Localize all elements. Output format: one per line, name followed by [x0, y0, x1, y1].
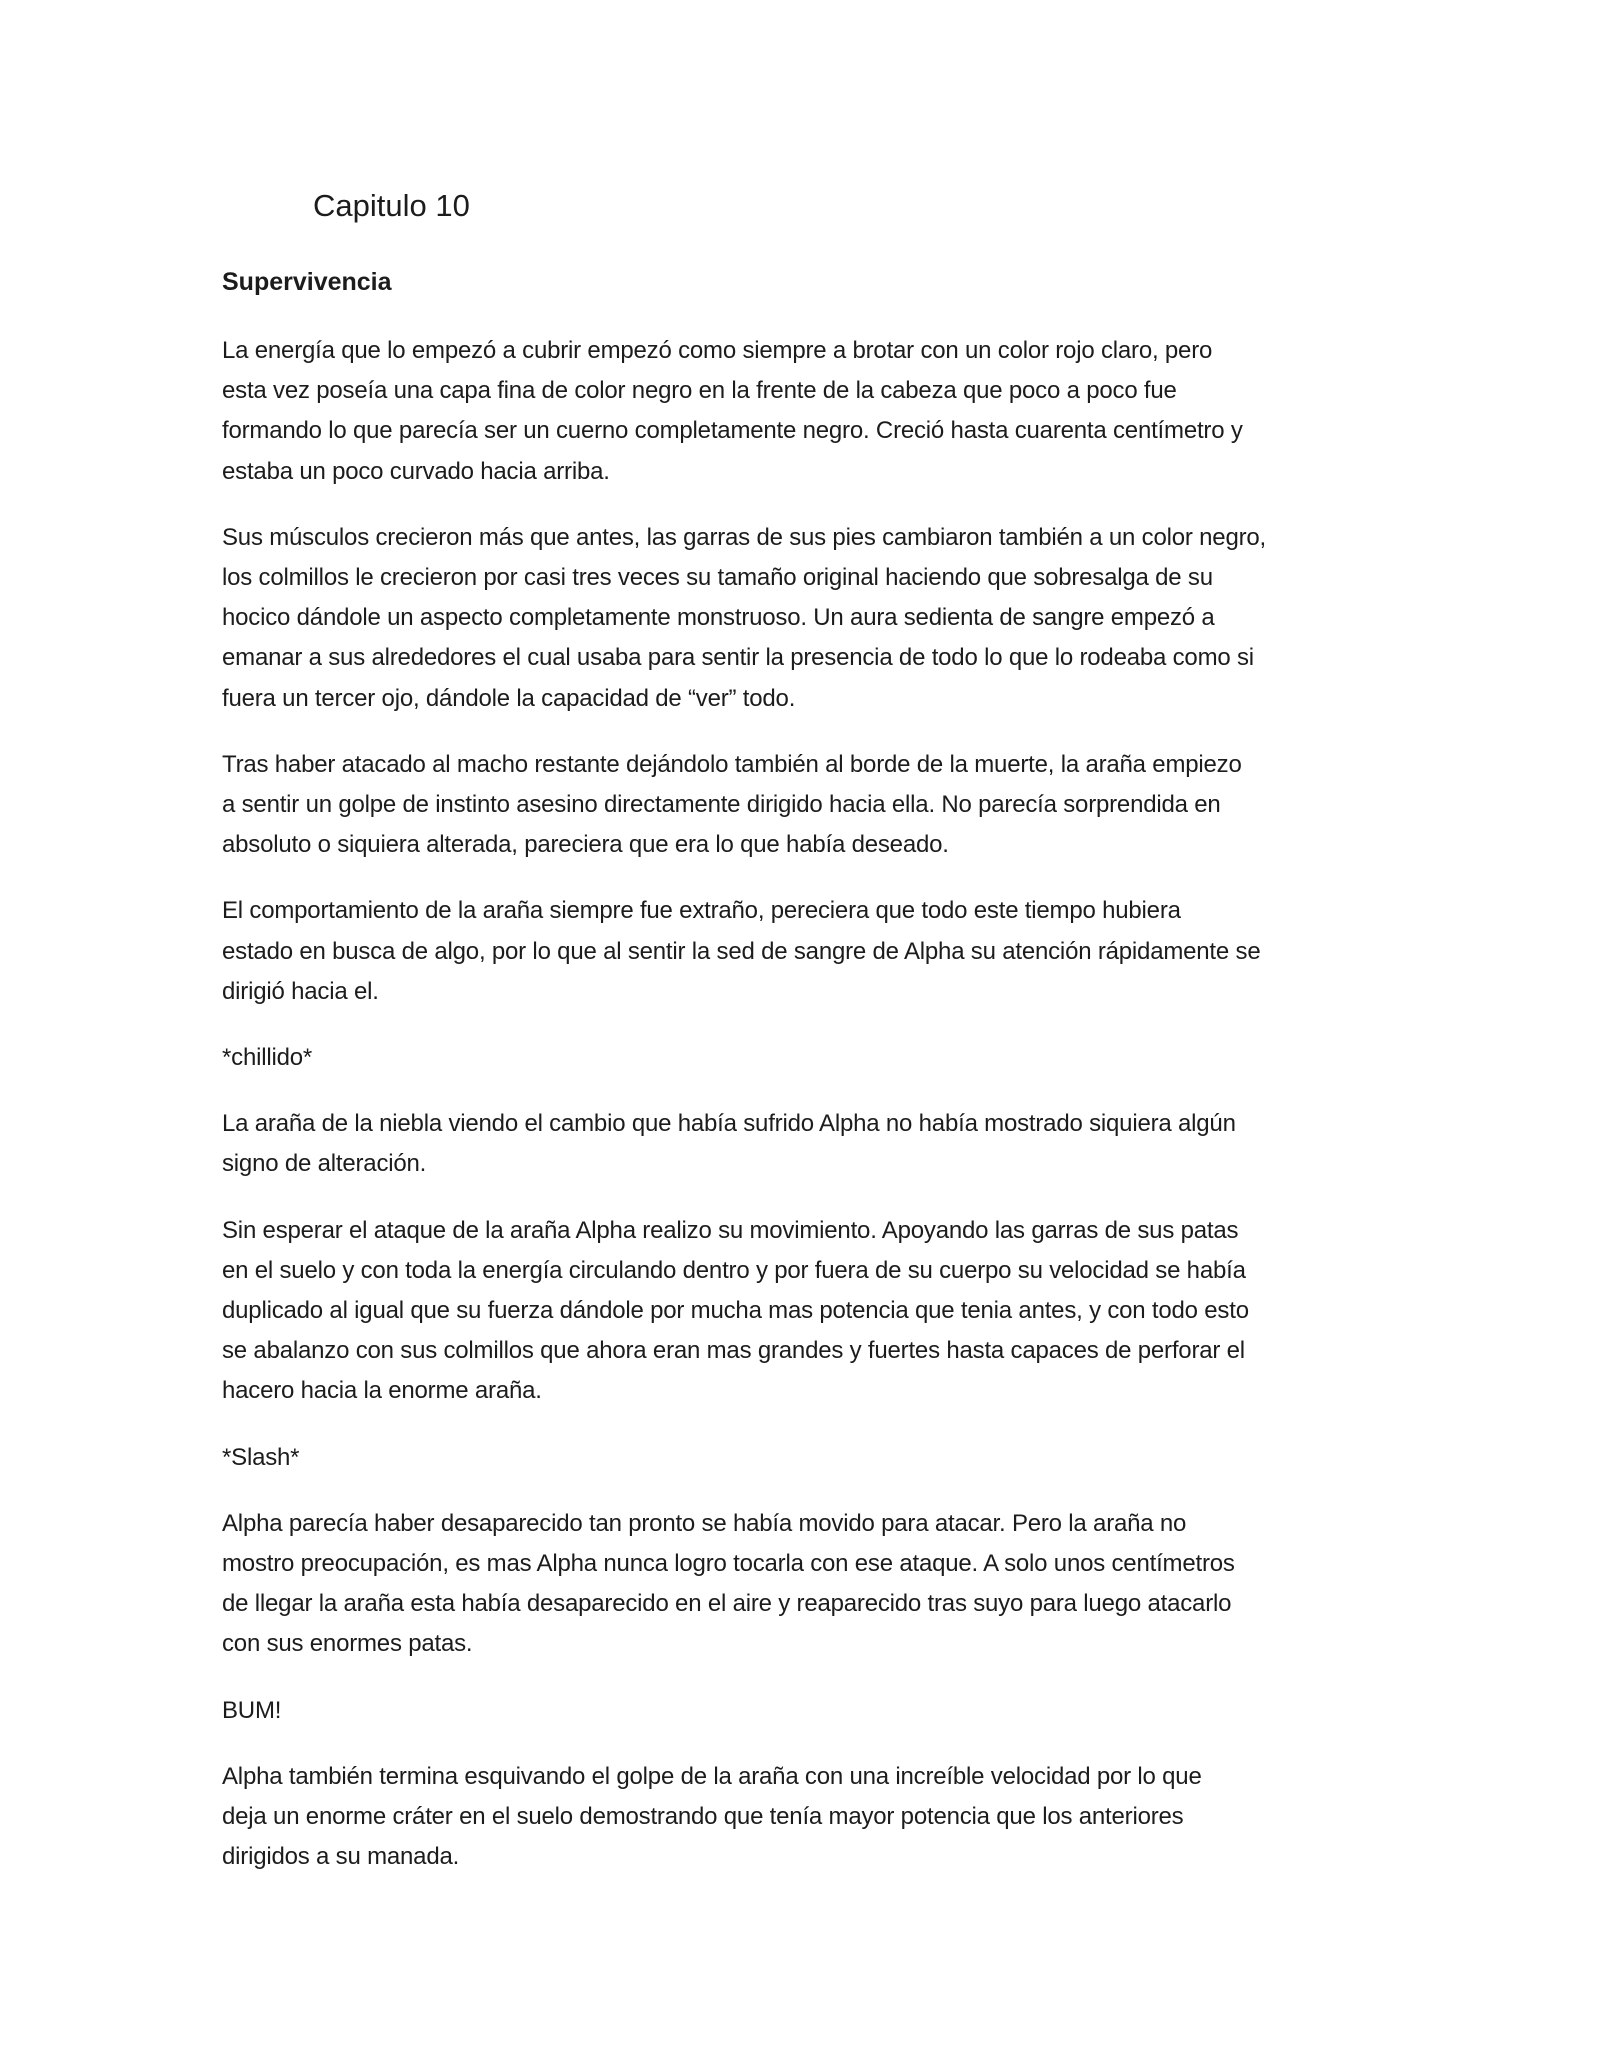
text-line: *chillido* [222, 1044, 313, 1072]
paragraph [222, 891, 1382, 1012]
text-line: Alpha parecía haber desaparecido tan pronto se había movido para atacar. Pero la araña no [222, 1509, 1187, 1537]
text-line: *Slash* [222, 1443, 300, 1471]
text-line: deja un enorme cráter en el suelo demostrando que tenía mayor potencia que los anteriores [222, 1803, 1184, 1831]
text-line: esta vez poseía una capa fina de color negro en la frente de la cabeza que poco a poco fue [222, 377, 1177, 405]
text-line: estaba un poco curvado hacia arriba. [222, 457, 610, 485]
paragraph [222, 1504, 1382, 1665]
text-line: signo de alteración. [222, 1150, 427, 1178]
paragraph [222, 518, 1382, 719]
text-line: Alpha también termina esquivando el golpe de la araña con una increíble velocidad por lo que [222, 1762, 1202, 1790]
text-line: BUM! [222, 1696, 282, 1724]
text-line: Sin esperar el ataque de la araña Alpha realizo su movimiento. Apoyando las garras de sus patas [222, 1216, 1239, 1244]
text-line: La energía que lo empezó a cubrir empezó como siempre a brotar con un color rojo claro, pero [222, 337, 1213, 364]
document-body [222, 331, 1382, 1904]
text-line: formando lo que parecía ser un cuerno completamente negro. Creció hasta cuarenta centímetro y [222, 417, 1243, 445]
text-line: absoluto o siquiera alterada, pareciera que era lo que había deseado. [222, 831, 949, 859]
paragraph [222, 745, 1382, 866]
paragraph [222, 1757, 1382, 1878]
paragraph [222, 331, 1382, 492]
text-line: hocico dándole un aspecto completamente monstruoso. Un aura sedienta de sangre empezó a [222, 604, 1215, 632]
text-line: emanar a sus alrededores el cual usaba para sentir la presencia de todo lo que lo rodeaba como si [222, 644, 1254, 672]
text-line: fuera un tercer ojo, dándole la capacidad de “ver” todo. [222, 684, 796, 712]
text-line: duplicado al igual que su fuerza dándole por mucha mas potencia que tenia antes, y con todo esto [222, 1297, 1249, 1325]
paragraph [222, 1691, 1382, 1731]
text-line: de llegar la araña esta había desaparecido en el aire y reaparecido tras suyo para luego atacarlo [222, 1590, 1232, 1618]
text-line: mostro preocupación, es mas Alpha nunca logro tocarla con ese ataque. A solo unos centímetros [222, 1550, 1235, 1578]
text-line: los colmillos le crecieron por casi tres veces su tamaño original haciendo que sobresalga de su [222, 564, 1213, 592]
text-line: con sus enormes patas. [222, 1630, 473, 1658]
chapter-title: Capitulo 10 [313, 188, 470, 223]
text-line: Tras haber atacado al macho restante dejándolo también al borde de la muerte, la araña empiezo [222, 750, 1242, 778]
paragraph [222, 1038, 1382, 1078]
paragraph [222, 1104, 1382, 1184]
text-line: a sentir un golpe de instinto asesino directamente dirigido hacia ella. No parecía sorprendida en [222, 791, 1221, 819]
text-line: estado en busca de algo, por lo que al sentir la sed de sangre de Alpha su atención rápidamente se [222, 937, 1261, 965]
paragraph [222, 1438, 1382, 1478]
text-line: El comportamiento de la araña siempre fue extraño, pereciera que todo este tiempo hubiera [222, 897, 1181, 925]
text-line: se abalanzo con sus colmillos que ahora eran mas grandes y fuertes hasta capaces de perforar el [222, 1337, 1245, 1365]
text-line: Sus músculos crecieron más que antes, las garras de sus pies cambiaron también a un color negro, [222, 523, 1267, 551]
text-line: La araña de la niebla viendo el cambio que había sufrido Alpha no había mostrado siquiera algún [222, 1110, 1236, 1138]
section-heading: Supervivencia [222, 268, 392, 296]
text-line: dirigió hacia el. [222, 977, 379, 1005]
text-line: dirigidos a su manada. [222, 1843, 460, 1871]
text-line: en el suelo y con toda la energía circulando dentro y por fuera de su cuerpo su velocidad se había [222, 1256, 1246, 1284]
paragraph [222, 1211, 1382, 1412]
text-line: hacero hacia la enorme araña. [222, 1377, 542, 1405]
